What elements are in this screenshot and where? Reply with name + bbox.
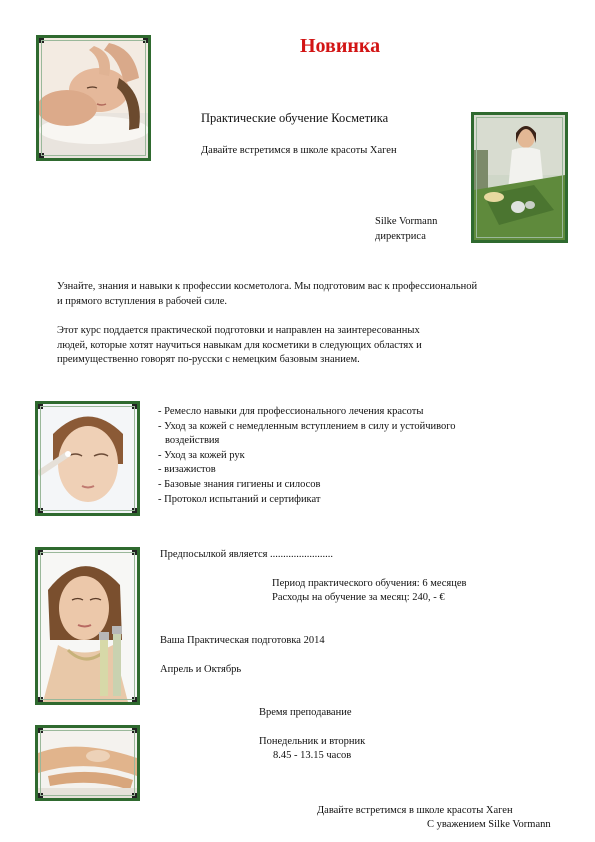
intro-line: людей, которые хотят научиться навыкам для косметики в следующих областях и <box>57 339 422 351</box>
intro-line: Узнайте, знания и навыки к профессии косметолога. Мы подготовим вас к профессиональной <box>57 281 478 292</box>
intro-line: Этот курс поддается практической подготовки и направлен на заинтересованных <box>57 325 420 336</box>
legs-care-photo <box>35 725 140 801</box>
list-item: воздействия <box>165 435 220 447</box>
course-subtitle: Практические обучение Косметика <box>201 111 389 125</box>
eye-treatment-photo <box>35 401 140 516</box>
intro-line: преимущественно говорят по-русски с немецким базовым знанием. <box>57 354 360 366</box>
list-item: - Ремесло навыки для профессионального лечения красоты <box>158 406 424 417</box>
list-item: - Протокол испытаний и сертификат <box>158 493 321 505</box>
closing-meet-line: Давайте встретимся в школе красоты Хаген <box>317 805 513 816</box>
list-item: - Уход за кожей рук <box>158 449 245 461</box>
closing-regards: С уважением Silke Vormann <box>427 819 551 830</box>
schedule-days: Понедельник и вторник <box>259 736 366 747</box>
director-role: директриса <box>375 231 426 242</box>
director-photo <box>471 112 568 243</box>
topics-list <box>158 405 456 507</box>
training-period: Период практического обучения: 6 месяцев <box>272 578 467 589</box>
face-massage-photo <box>36 35 151 161</box>
training-months: Апрель и Октябрь <box>160 664 242 675</box>
director-name: Silke Vormann <box>375 216 438 227</box>
page-title: Новинка <box>300 35 381 57</box>
intro-paragraph-1 <box>57 280 547 309</box>
meet-line: Давайте встретимся в школе красоты Хаген <box>201 145 397 156</box>
schedule-title: Время преподавание <box>259 707 352 718</box>
list-item: - Базовые знания гигиены и силосов <box>158 478 321 490</box>
list-item: - Уход за кожей с немедленным вступлением в силу и устойчивого <box>158 420 456 432</box>
cosmetics-model-photo <box>35 547 140 705</box>
intro-paragraph-2 <box>57 324 547 368</box>
schedule-hours: 8.45 - 13.15 часов <box>273 750 352 761</box>
list-item: - визажистов <box>158 464 216 476</box>
prerequisite-text: Предпосылкой является ........................ <box>160 549 334 560</box>
training-costs: Расходы на обучение за месяц: 240, - € <box>272 592 445 603</box>
intro-line: и прямого вступления в рабочей силе. <box>57 295 228 307</box>
training-year: Ваша Практическая подготовка 2014 <box>160 635 325 646</box>
